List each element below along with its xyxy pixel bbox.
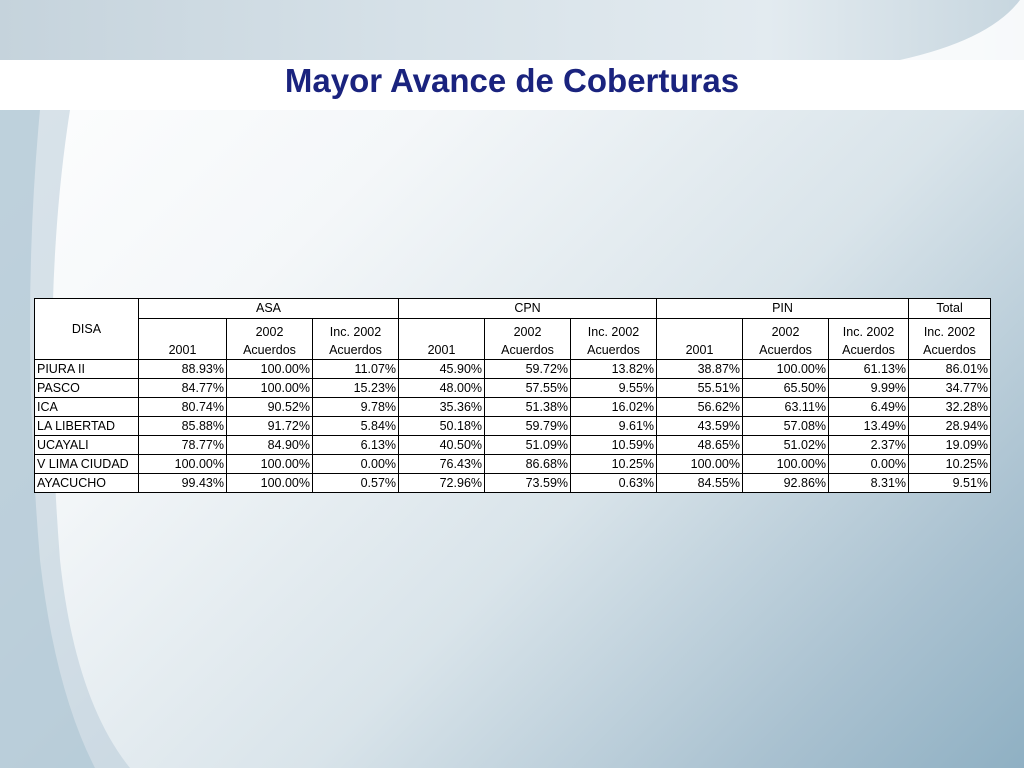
table-cell: 0.00% xyxy=(829,455,909,474)
table-cell: 51.38% xyxy=(485,398,571,417)
table-cell: 88.93% xyxy=(139,360,227,379)
table-cell: 2.37% xyxy=(829,436,909,455)
table-cell: 100.00% xyxy=(743,360,829,379)
table-cell: 6.49% xyxy=(829,398,909,417)
table-cell: 9.78% xyxy=(313,398,399,417)
table-cell: 99.43% xyxy=(139,474,227,493)
table-cell: 84.90% xyxy=(227,436,313,455)
table-cell: 35.36% xyxy=(399,398,485,417)
table-cell: 13.82% xyxy=(571,360,657,379)
table-cell: 76.43% xyxy=(399,455,485,474)
row-label: AYACUCHO xyxy=(35,474,139,493)
table-cell: 19.09% xyxy=(909,436,991,455)
table-cell: 48.65% xyxy=(657,436,743,455)
sub-header: 2002 Acuerdos xyxy=(485,319,571,360)
table-cell: 10.59% xyxy=(571,436,657,455)
table-cell: 80.74% xyxy=(139,398,227,417)
row-label: LA LIBERTAD xyxy=(35,417,139,436)
table-cell: 13.49% xyxy=(829,417,909,436)
sub-header: 2001 xyxy=(399,319,485,360)
group-header-cpn: CPN xyxy=(399,299,657,319)
table-row xyxy=(35,379,991,398)
table-cell: 84.77% xyxy=(139,379,227,398)
page-title: Mayor Avance de Coberturas xyxy=(284,62,740,99)
table-cell: 32.28% xyxy=(909,398,991,417)
table-cell: 59.79% xyxy=(485,417,571,436)
table-cell: 10.25% xyxy=(571,455,657,474)
sub-header: Inc. 2002 Acuerdos xyxy=(909,319,991,360)
table-cell: 55.51% xyxy=(657,379,743,398)
table-cell: 59.72% xyxy=(485,360,571,379)
row-label: UCAYALI xyxy=(35,436,139,455)
group-header-pin: PIN xyxy=(657,299,909,319)
sub-header: 2001 xyxy=(139,319,227,360)
table-cell: 100.00% xyxy=(227,360,313,379)
table-cell: 28.94% xyxy=(909,417,991,436)
table-cell: 100.00% xyxy=(227,455,313,474)
table-cell: 11.07% xyxy=(313,360,399,379)
table-row xyxy=(35,436,991,455)
table-cell: 85.88% xyxy=(139,417,227,436)
table-cell: 57.08% xyxy=(743,417,829,436)
sub-header-row xyxy=(35,319,991,360)
group-header-total: Total xyxy=(909,299,991,319)
table-row xyxy=(35,398,991,417)
table-cell: 56.62% xyxy=(657,398,743,417)
table-cell: 45.90% xyxy=(399,360,485,379)
sub-header: Inc. 2002 Acuerdos xyxy=(313,319,399,360)
table-cell: 16.02% xyxy=(571,398,657,417)
table-cell: 8.31% xyxy=(829,474,909,493)
table-cell: 9.61% xyxy=(571,417,657,436)
coverage-table xyxy=(34,298,991,493)
row-label: ICA xyxy=(35,398,139,417)
table-cell: 15.23% xyxy=(313,379,399,398)
table-cell: 72.96% xyxy=(399,474,485,493)
table-cell: 0.00% xyxy=(313,455,399,474)
table-cell: 73.59% xyxy=(485,474,571,493)
table-cell: 63.11% xyxy=(743,398,829,417)
table-cell: 9.99% xyxy=(829,379,909,398)
table-cell: 100.00% xyxy=(657,455,743,474)
table-cell: 100.00% xyxy=(227,474,313,493)
table-cell: 100.00% xyxy=(139,455,227,474)
table-cell: 34.77% xyxy=(909,379,991,398)
table-cell: 40.50% xyxy=(399,436,485,455)
sub-header: Inc. 2002 Acuerdos xyxy=(829,319,909,360)
row-label: PIURA II xyxy=(35,360,139,379)
table-cell: 92.86% xyxy=(743,474,829,493)
row-label: PASCO xyxy=(35,379,139,398)
table-cell: 84.55% xyxy=(657,474,743,493)
table-row xyxy=(35,455,991,474)
table-cell: 0.63% xyxy=(571,474,657,493)
table-cell: 50.18% xyxy=(399,417,485,436)
table-cell: 9.55% xyxy=(571,379,657,398)
table-cell: 100.00% xyxy=(743,455,829,474)
table-cell: 48.00% xyxy=(399,379,485,398)
table-cell: 43.59% xyxy=(657,417,743,436)
table-cell: 61.13% xyxy=(829,360,909,379)
table-cell: 9.51% xyxy=(909,474,991,493)
table-cell: 51.02% xyxy=(743,436,829,455)
table-cell: 38.87% xyxy=(657,360,743,379)
table-cell: 6.13% xyxy=(313,436,399,455)
group-header-row xyxy=(35,299,991,319)
table-cell: 78.77% xyxy=(139,436,227,455)
table-cell: 57.55% xyxy=(485,379,571,398)
sub-header: 2002 Acuerdos xyxy=(743,319,829,360)
table-cell: 86.68% xyxy=(485,455,571,474)
group-header-asa: ASA xyxy=(139,299,399,319)
table-cell: 51.09% xyxy=(485,436,571,455)
table-row xyxy=(35,417,991,436)
table-cell: 5.84% xyxy=(313,417,399,436)
table-cell: 91.72% xyxy=(227,417,313,436)
disa-header: DISA xyxy=(35,299,139,360)
table-row xyxy=(35,360,991,379)
table-cell: 10.25% xyxy=(909,455,991,474)
table-row xyxy=(35,474,991,493)
row-label: V LIMA CIUDAD xyxy=(35,455,139,474)
table-cell: 86.01% xyxy=(909,360,991,379)
sub-header: 2002 Acuerdos xyxy=(227,319,313,360)
table-cell: 0.57% xyxy=(313,474,399,493)
table-cell: 100.00% xyxy=(227,379,313,398)
table-cell: 90.52% xyxy=(227,398,313,417)
sub-header: Inc. 2002 Acuerdos xyxy=(571,319,657,360)
sub-header: 2001 xyxy=(657,319,743,360)
table-cell: 65.50% xyxy=(743,379,829,398)
